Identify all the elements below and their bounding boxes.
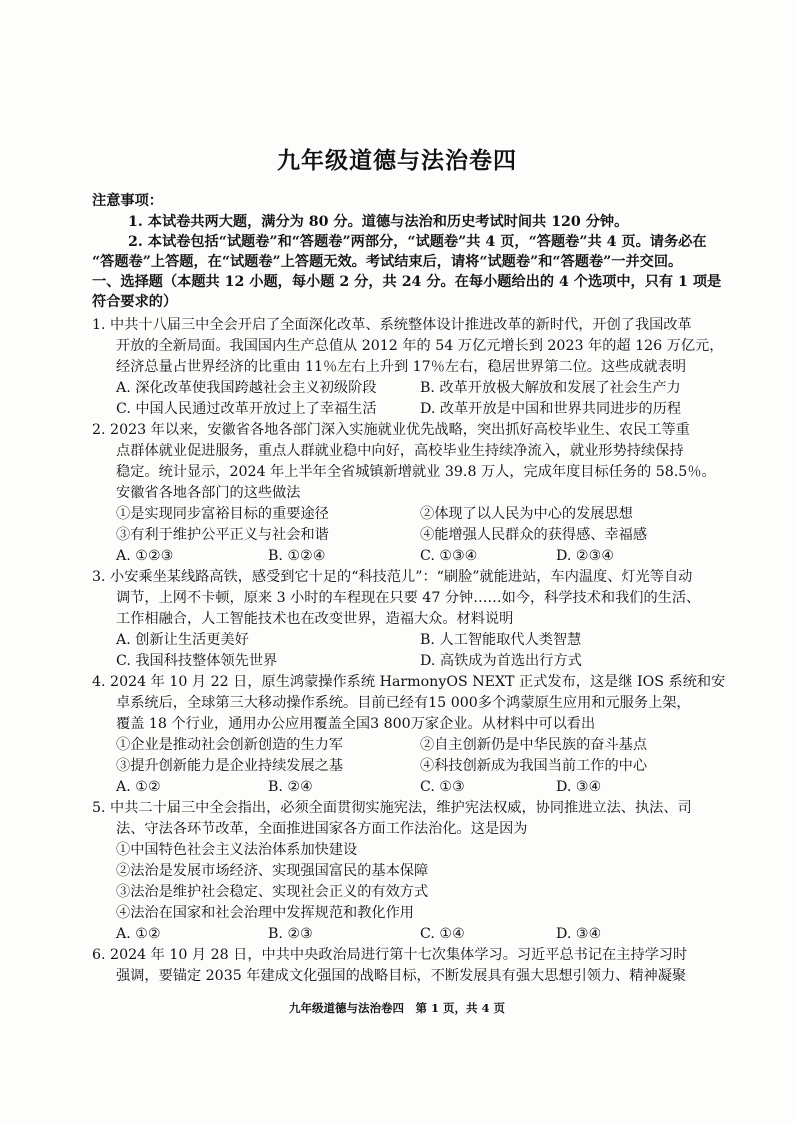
q2-option-d: D. ②③④: [556, 548, 615, 564]
note-2-line-1: 2. 本试卷包括“试题卷”和“答题卷”两部分，“试题卷”共 4 页，“答题卷”共 4 页。请务必在: [128, 234, 707, 250]
q2-statement-1: ①是实现同步富裕目标的重要途径: [116, 506, 329, 522]
q2-statement-2: ②体现了以人民为中心的发展思想: [420, 506, 633, 522]
q2-option-b: B. ①②④: [268, 548, 326, 564]
q5-statement-2: ②法治是发展市场经济、实现强国富民的基本保障: [116, 863, 429, 879]
q5-statement-4: ④法治在国家和社会治理中发挥规范和教化作用: [116, 905, 414, 921]
q1-stem-line-1: 1. 中共十八届三中全会开启了全面深化改革、系统整体设计推进改革的新时代，开创了我国改革: [92, 317, 692, 333]
q4-option-d: D. ③④: [556, 779, 602, 795]
q1-option-d: D. 改革开放是中国和世界共同进步的历程: [420, 401, 682, 417]
q3-stem-line-3: 工作相融合，人工智能技术也在改变世界，造福大众。材料说明: [116, 611, 514, 627]
q6-stem-line-1: 6. 2024 年 10 月 28 日，中共中央政治局进行第十七次集体学习。习近平总书记在主持学习时: [92, 947, 688, 963]
q2-option-a: A. ①②③: [116, 548, 174, 564]
q5-option-b: B. ②③: [268, 926, 313, 942]
q4-statement-1: ①企业是推动社会创新创造的生力军: [116, 737, 344, 753]
section-heading-line-2: 符合要求的）: [92, 294, 178, 310]
q4-statement-4: ④科技创新成为我国当前工作的中心: [420, 758, 648, 774]
q5-option-c: C. ①④: [420, 926, 465, 942]
q5-statement-1: ①中国特色社会主义法治体系加快建设: [116, 842, 358, 858]
q5-stem-line-1: 5. 中共二十届三中全会指出，必须全面贯彻实施宪法，维护宪法权威，协同推进立法、执法、司: [92, 800, 692, 816]
q4-stem-line-1: 4. 2024 年 10 月 22 日，原生鸿蒙操作系统 HarmonyOS NEXT 正式发布，这是继 IOS 系统和安: [92, 674, 726, 690]
section-heading-line-1: 一、选择题（本题共 12 小题，每小题 2 分，共 24 分。在每小题给出的 4 个选项中，只有 1 项是: [92, 274, 722, 290]
q2-stem-line-3: 稳定。统计显示，2024 年上半年全省城镇新增就业 39.8 万人，完成年度目标任务的 58.5％。: [116, 464, 716, 480]
q5-statement-3: ③法治是维护社会稳定、实现社会正义的有效方式: [116, 884, 429, 900]
q6-stem-line-2: 强调，要锚定 2035 年建成文化强国的战略目标，不断发展具有强大思想引领力、精神凝聚: [116, 968, 687, 984]
q4-statement-3: ③提升创新能力是企业持续发展之基: [116, 758, 344, 774]
q1-option-a: A. 深化改革使我国跨越社会主义初级阶段: [116, 380, 377, 396]
q1-option-c: C. 中国人民通过改革开放过上了幸福生活: [116, 401, 377, 417]
note-1: 1. 本试卷共两大题，满分为 80 分。道德与法治和历史考试时间共 120 分钟。: [128, 214, 629, 230]
q3-option-c: C. 我国科技整体领先世界: [116, 653, 278, 669]
page-title: 九年级道德与法治卷四: [277, 147, 517, 174]
q3-stem-line-2: 调节，上网不卡顿，原来 3 小时的车程现在只要 47 分钟……如今，科学技术和我们的生活、: [116, 590, 701, 606]
q4-option-c: C. ①③: [420, 779, 465, 795]
page-footer: 九年级道德与法治卷四 第 1 页，共 4 页: [288, 1001, 506, 1015]
q3-option-a: A. 创新让生活更美好: [116, 632, 249, 648]
q5-option-d: D. ③④: [556, 926, 602, 942]
q4-stem-line-3: 覆盖 18 个行业，通用办公应用覆盖全国3 800万家企业。从材料中可以看出: [116, 716, 596, 732]
note-2-line-2: “答题卷”上答题，在“试题卷”上答题无效。考试结束后，请将“试题卷”和“答题卷”一并交回。: [92, 254, 683, 270]
q3-option-b: B. 人工智能取代人类智慧: [420, 632, 582, 648]
q5-stem-line-2: 法、守法各环节改革，全面推进国家各方面工作法治化。这是因为: [116, 821, 528, 837]
q2-stem-line-2: 点群体就业促进服务，重点人群就业稳中向好，高校毕业生持续净流入，就业形势持续保持: [116, 443, 684, 459]
q1-stem-line-2: 开放的全新局面。我国国内生产总值从 2012 年的 54 万亿元增长到 2023 年的超 126 万亿元，: [116, 338, 724, 354]
q4-option-b: B. ②④: [268, 779, 313, 795]
q1-stem-line-3: 经济总量占世界经济的比重由 11％左右上升到 17％左右，稳居世界第二位。这些成就表明: [116, 359, 687, 375]
q5-option-a: A. ①②: [116, 926, 161, 942]
q2-stem-line-4: 安徽省各地各部门的这些做法: [116, 485, 301, 501]
q2-stem-line-1: 2. 2023 年以来，安徽省各地各部门深入实施就业优先战略，突出抓好高校毕业生、农民工等重: [92, 422, 690, 438]
notes-heading: 注意事项：: [92, 193, 163, 209]
q4-stem-line-2: 卓系统后，全球第三大移动操作系统。目前已经有15 000多个鸿蒙原生应用和元服务上架，: [116, 695, 691, 711]
q1-option-b: B. 改革开放极大解放和发展了社会生产力: [420, 380, 681, 396]
q4-statement-2: ②自主创新仍是中华民族的奋斗基点: [420, 737, 648, 753]
q2-statement-4: ④能增强人民群众的获得感、幸福感: [420, 527, 648, 543]
q2-option-c: C. ①③④: [420, 548, 478, 564]
q3-stem-line-1: 3. 小安乘坐某线路高铁，感受到它十足的“科技范儿”：“刷脸”就能进站，车内温度、灯光等自动: [92, 569, 693, 585]
q2-statement-3: ③有利于维护公平正义与社会和谐: [116, 527, 329, 543]
q3-option-d: D. 高铁成为首选出行方式: [420, 653, 582, 669]
q4-option-a: A. ①②: [116, 779, 161, 795]
